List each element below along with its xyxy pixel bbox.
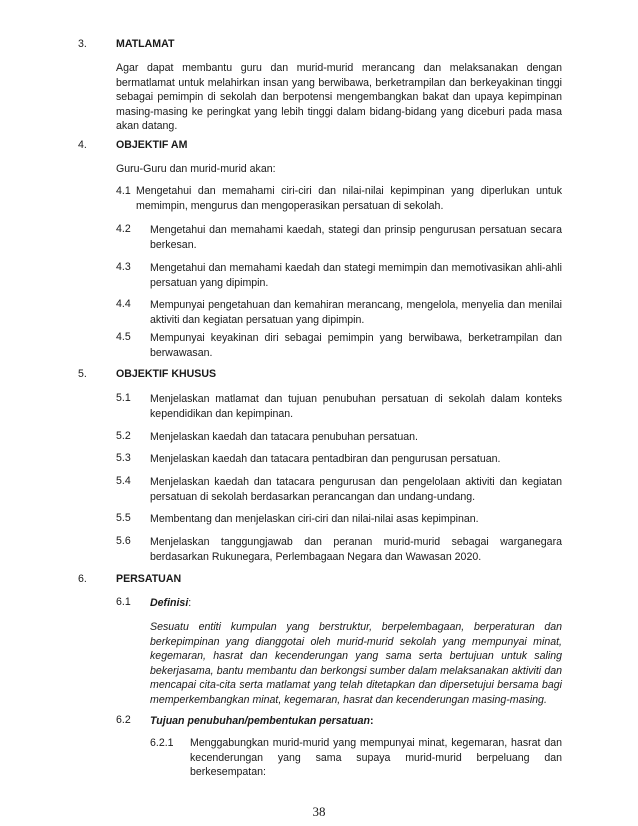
item-text: Menjelaskan kaedah dan tatacara pentadbiran dan pengurusan persatuan. xyxy=(150,453,501,465)
subitem-text: Menggabungkan murid-murid yang mempunyai minat, kegemaran, hasrat dan kecenderungan yang sama supaya murid-murid berpeluang dan berkesempatan: xyxy=(190,737,562,779)
section-6-title: PERSATUAN xyxy=(116,573,182,585)
item-number: 5.1 xyxy=(116,392,131,404)
section-3-title: MATLAMAT xyxy=(116,38,175,50)
item-text: Mempunyai keyakinan diri sebagai pemimpin yang berwibawa, berketrampilan dan berwawasan. xyxy=(150,332,562,359)
purpose-title: Tujuan penubuhan/pembentukan persatuan xyxy=(150,715,370,727)
section-4-title: OBJEKTIF AM xyxy=(116,139,188,151)
item-number: 5.3 xyxy=(116,452,131,464)
item-text: Mengetahui dan memahami kaedah dan stategi memimpin dan memotivasikan ahli-ahli persatuan yang dipimpin. xyxy=(150,262,562,289)
section-3-body: Agar dapat membantu guru dan murid-murid merancang dan melaksanakan dengan bermatlamat untuk melahirkan insan yang berwibawa, berketrampilan dan berkeyakinan tinggi sebagai pemimpin di sekolah dan berpotensi mengembangkan bakat dan upaya kepimpinan masing-masing ke peringkat yang lebih tinggi dalam bidang-bidang yang diceburi pada masa akan datang. xyxy=(116,62,562,133)
item-number: 4.2 xyxy=(116,223,131,235)
definition-body: Sesuatu entiti kumpulan yang berstruktur, berpelembagaan, berperaturan dan berkepimpinan yang dianggotai oleh murid-murid sekolah yang mempunyai minat, kegemaran, hasrat dan kecenderungan yang sama serta bertujuan untuk saling bekerjasama, bantu membantu dan berkongsi sumber dalam melaksanakan aktiviti dan mencapai cita-cita serta matlamat yang telah ditetapkan dan dipersetujui bersama bagi memperkembangkan minat, kegemaran, hasrat dan kecenderungan masing-masing. xyxy=(150,621,562,706)
section-5-number: 5. xyxy=(78,368,87,380)
section-3-number: 3. xyxy=(78,38,87,50)
item-number: 4.5 xyxy=(116,331,131,343)
item-number: 4.3 xyxy=(116,261,131,273)
item-number: 4.4 xyxy=(116,298,131,310)
definition-title: Definisi xyxy=(150,597,189,609)
item-text: Mempunyai pengetahuan dan kemahiran merancang, mengelola, menyelia dan menilai aktiviti dan kegiatan persatuan yang dipimpin. xyxy=(150,299,562,326)
purpose-number: 6.2 xyxy=(116,714,131,726)
item-text: Membentang dan menjelaskan ciri-ciri dan nilai-nilai asas kepimpinan. xyxy=(150,513,479,525)
purpose-heading: Tujuan penubuhan/pembentukan persatuan: xyxy=(150,715,374,727)
item-text: Mengetahui dan memahami kaedah, stategi dan prinsip pengurusan persatuan secara berkesan. xyxy=(150,224,562,251)
section-4-number: 4. xyxy=(78,139,87,151)
subitem-number: 6.2.1 xyxy=(150,737,174,749)
item-number: 5.6 xyxy=(116,535,131,547)
item-text: Menjelaskan tanggungjawab dan peranan murid-murid sebagai warganegara berdasarkan Rukunegara, Perlembagaan Negara dan Wawasan 2020. xyxy=(150,536,562,563)
definition-heading: Definisi: xyxy=(150,597,192,609)
item-number: 5.5 xyxy=(116,512,131,524)
page-number: 38 xyxy=(312,804,326,819)
section-5-title: OBJEKTIF KHUSUS xyxy=(116,368,217,380)
item-number: 4.1 xyxy=(116,185,131,197)
item-number: 5.2 xyxy=(116,430,131,442)
item-text: Menjelaskan kaedah dan tatacara pengurusan dan pengelolaan aktiviti dan kegiatan persatuan di sekolah berdasarkan perancangan dan undang-undang. xyxy=(150,476,562,503)
definition-number: 6.1 xyxy=(116,596,131,608)
item-number: 5.4 xyxy=(116,475,131,487)
item-text: Menjelaskan matlamat dan tujuan penubuhan persatuan di sekolah dalam konteks kependidikan dan kepimpinan. xyxy=(150,393,562,420)
item-text: Mengetahui dan memahami ciri-ciri dan nilai-nilai kepimpinan yang diperlukan untuk memimpin, mengurus dan mengoperasikan persatuan di sekolah. xyxy=(136,185,562,212)
section-4-intro: Guru-Guru dan murid-murid akan: xyxy=(116,163,276,175)
section-6-number: 6. xyxy=(78,573,87,585)
item-text: Menjelaskan kaedah dan tatacara penubuhan persatuan. xyxy=(150,431,418,443)
